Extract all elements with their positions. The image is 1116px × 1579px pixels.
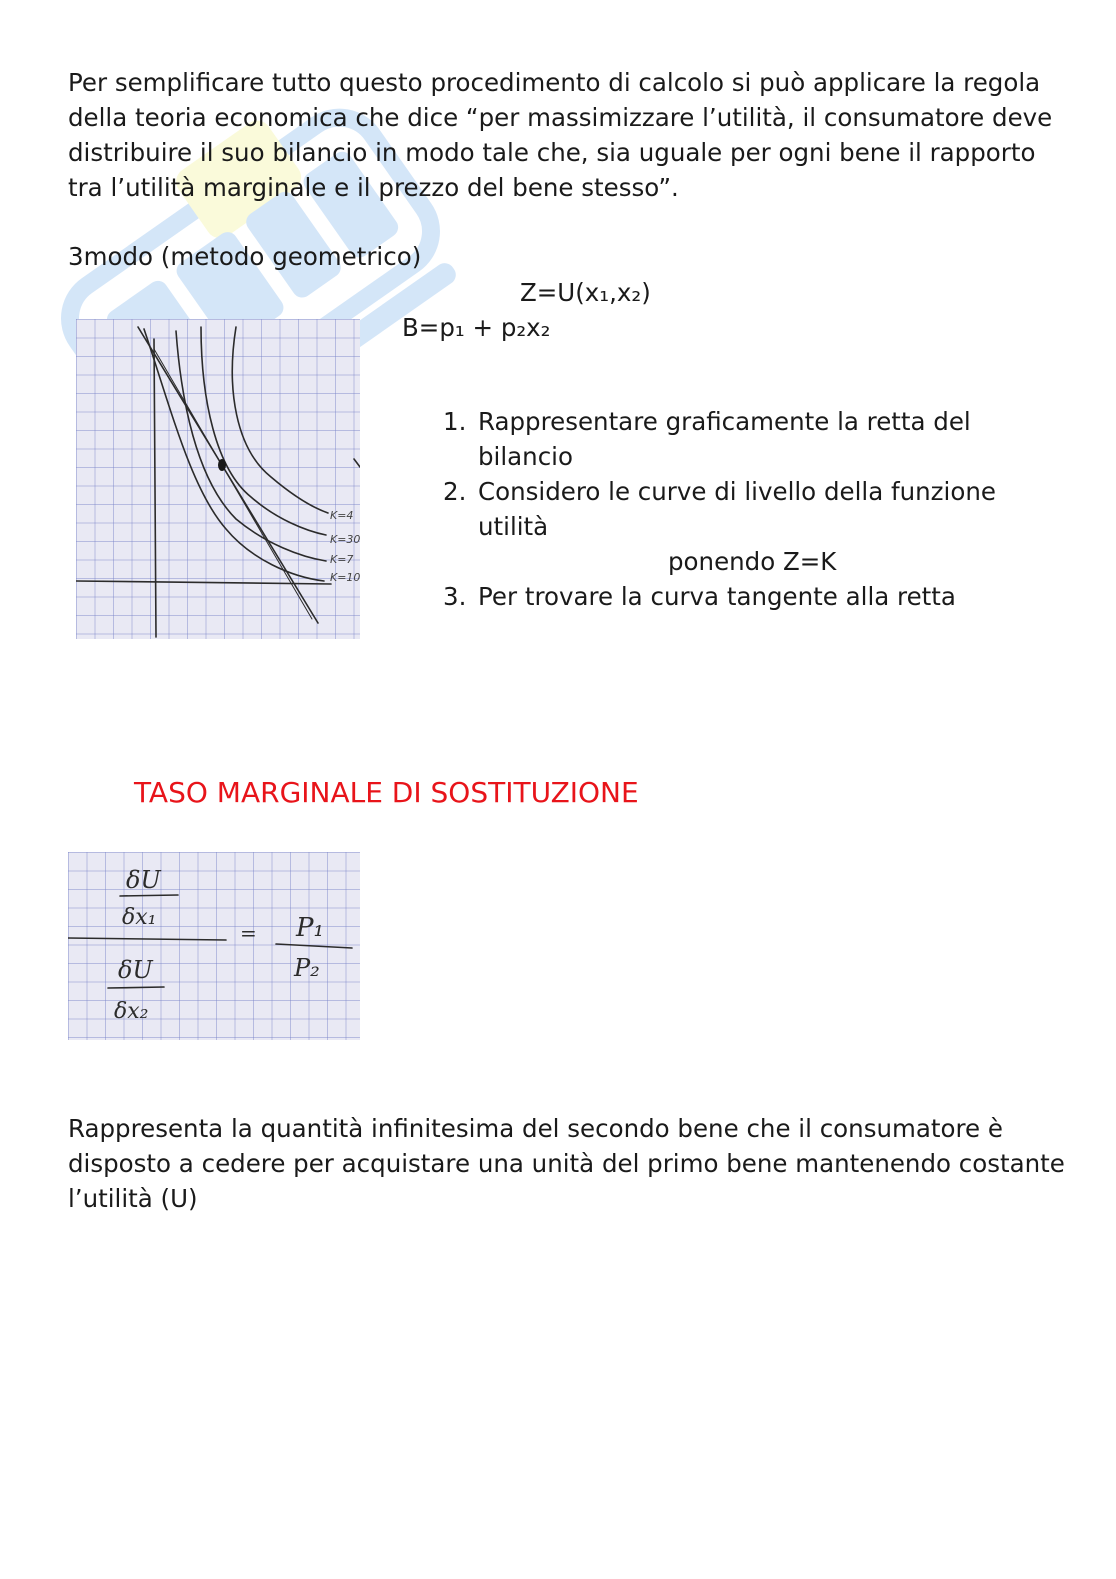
step-text: Considero le curve di livello della funzione utilità [478,477,996,541]
y-axis [154,339,156,637]
paragraph-utility-rule: Per semplificare tutto questo procedimento di calcolo si può applicare la regola della teoria economica che dice “per massimizzare l’utilità, il consumatore deve distribuire il suo bilancio in modo tale che, sia uguale per ogni bene il rapporto tra l’utilità marginale e il prezzo del bene stesso”. [68,68,1053,202]
step-number: 3. [443,582,467,611]
paragraph-definition: Rappresenta la quantità infinitesima del secondo bene che il consumatore è disposto a cedere per acquistare una unità del primo bene mantenendo costante l’utilità (U) [68,1114,1065,1213]
step-number: 2. [443,477,467,506]
step-text: Rappresentare graficamente la retta del bilancio [478,407,971,471]
numerator-du: δU [126,866,161,894]
step-item [443,579,1063,614]
price-p1: P₁ [296,913,324,943]
budget-equation: B=p₁ + p₂x₂ [402,313,551,342]
method-label: 3modo (metodo geometrico) [68,242,422,271]
step-text: Per trovare la curva tangente alla retta [478,582,956,611]
utility-function: Z=U(x₁,x₂) [520,278,651,307]
level-label-3: K=7 [330,553,354,566]
price-fraction-bar [276,944,352,948]
steps-list [443,404,1063,614]
indifference-curve-1 [144,329,324,581]
inner-fraction-bar-top [120,895,178,896]
denominator-dx2: δx₂ [114,999,149,1024]
step-item [443,404,1063,474]
level-label-2: K=30 [330,533,360,546]
main-fraction-bar [68,938,226,940]
indifference-curve-4 [232,327,328,513]
formula-sketch [68,852,360,1040]
price-p2: P₂ [294,954,320,982]
level-label-1: K=4 [330,509,354,522]
step-subtext: ponendo Z=K [668,547,837,576]
indifference-curves-sketch [76,319,360,639]
section-heading: TASO MARGINALE DI SOSTITUZIONE [134,776,639,809]
equals-sign: = [240,921,257,945]
indifference-curve-2 [176,331,326,561]
formula-drawing [68,852,360,1040]
denominator-du: δU [118,956,153,984]
y-axis-tick [354,459,360,467]
step-number: 1. [443,407,467,436]
numerator-dx1: δx₁ [122,905,157,930]
step-item [443,474,1063,579]
tangency-point [218,459,226,471]
inner-fraction-bar-bottom [108,987,164,988]
sketch-drawing [76,319,360,639]
level-label-4: K=10 [330,571,360,584]
